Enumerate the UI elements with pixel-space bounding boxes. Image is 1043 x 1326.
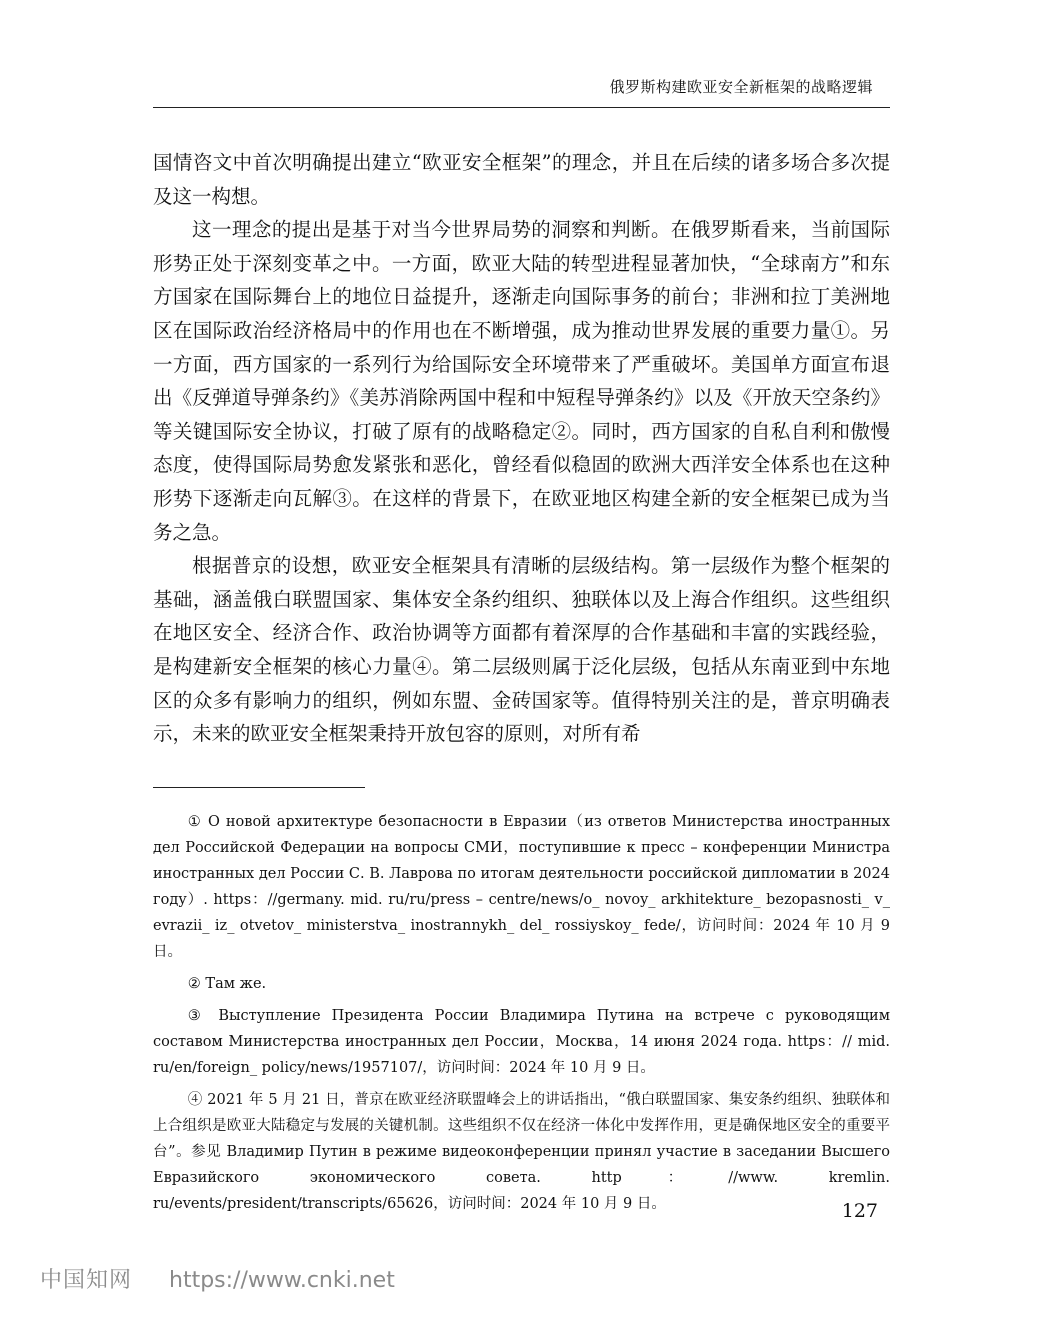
watermark-brand: 中国知网: [40, 1268, 133, 1293]
main-body: [153, 146, 890, 751]
footnote-3: ③ Выступление Президента России Владимира Путина на встрече с руководящим составом Министерства иностранных дел России，Москва，14 июня 2024 года. https：// mid. ru/en/foreign_ policy/news/1957107/，访问时间：2024 年 10 月 9 日。: [153, 1008, 890, 1076]
watermark: [40, 1263, 395, 1294]
paragraph-3: 根据普京的设想，欧亚安全框架具有清晰的层级结构。第一层级作为整个框架的基础，涵盖俄白联盟国家、集体安全条约组织、独联体以及上海合作组织。这些组织在地区安全、经济合作、政治协调等方面都有着深厚的合作基础和丰富的实践经验，是构建新安全框架的核心力量④。第二层级则属于泛化层级，包括从东南亚到中东地区的众多有影响力的组织，例如东盟、金砖国家等。值得特别关注的是，普京明确表示，未来的欧亚安全框架秉持开放包容的原则，对所有希: [153, 554, 890, 746]
paragraph-2: 这一理念的提出是基于对当今世界局势的洞察和判断。在俄罗斯看来，当前国际形势正处于深刻变革之中。一方面，欧亚大陆的转型进程显著加快，“全球南方”和东方国家在国际舞台上的地位日益提升，逐渐走向国际事务的前台；非洲和拉丁美洲地区在国际政治经济格局中的作用也在不断增强，成为推动世界发展的重要力量①。另一方面，西方国家的一系列行为给国际安全环境带来了严重破坏。美国单方面宣布退出《反弹道导弹条约》《美苏消除两国中程和中短程导弹条约》以及《开放天空条约》等关键国际安全协议，打破了原有的战略稳定②。同时，西方国家的自私自利和傲慢态度，使得国际局势愈发紧张和恶化，曾经看似稳固的欧洲大西洋安全体系也在这种形势下逐渐走向瓦解③。在这样的背景下，在欧亚地区构建全新的安全框架已成为当务之急。: [153, 218, 890, 544]
footnote-4: ④ 2021 年 5 月 21 日，普京在欧亚经济联盟峰会上的讲话指出，“俄白联盟国家、集安条约组织、独联体和上合组织是欧亚大陆稳定与发展的关键机制。这些组织不仅在经济一体化中发挥作用，更是确保地区安全的重要平台”。参见 Владимир Путин в режиме видеоконференции принял участие в заседании Высшего Евразийского экономического совета. http：//www. kremlin. ru/events/president/transcripts/65626，访问时间：2024 年 10 月 9 日。: [153, 1092, 890, 1212]
running-header-title: 俄罗斯构建欧亚安全新框架的战略逻辑: [609, 78, 873, 96]
paragraph-1: 国情咨文中首次明确提出建立“欧亚安全框架”的理念，并且在后续的诸多场合多次提及这一构想。: [153, 151, 890, 208]
footnote-divider: [153, 787, 365, 788]
watermark-url: https://www.cnki.net: [169, 1268, 395, 1293]
footnote-2: ② Там же.: [187, 976, 267, 992]
footnote-1: ① О новой архитектуре безопасности в Евразии（из ответов Министерства иностранных дел Российской Федерации на вопросы СМИ，поступившие к пресс – конференции Министра иностранных дел России С. В. Лаврова по итогам деятельности российской дипломатии в 2024 году）. https：//germany. mid. ru/ru/press – centre/news/o_ novoy_ arkhitekture_ bezopasnosti_ v_ evrazii_ iz_ otvetov_ ministerstva_ inostrannykh_ del_ rossiyskoy_ fede/，访问时间：2024 年 10 月 9 日。: [153, 814, 890, 960]
page-number: 127: [841, 1200, 878, 1222]
footnotes: [153, 809, 890, 1223]
header-divider: [153, 107, 890, 108]
